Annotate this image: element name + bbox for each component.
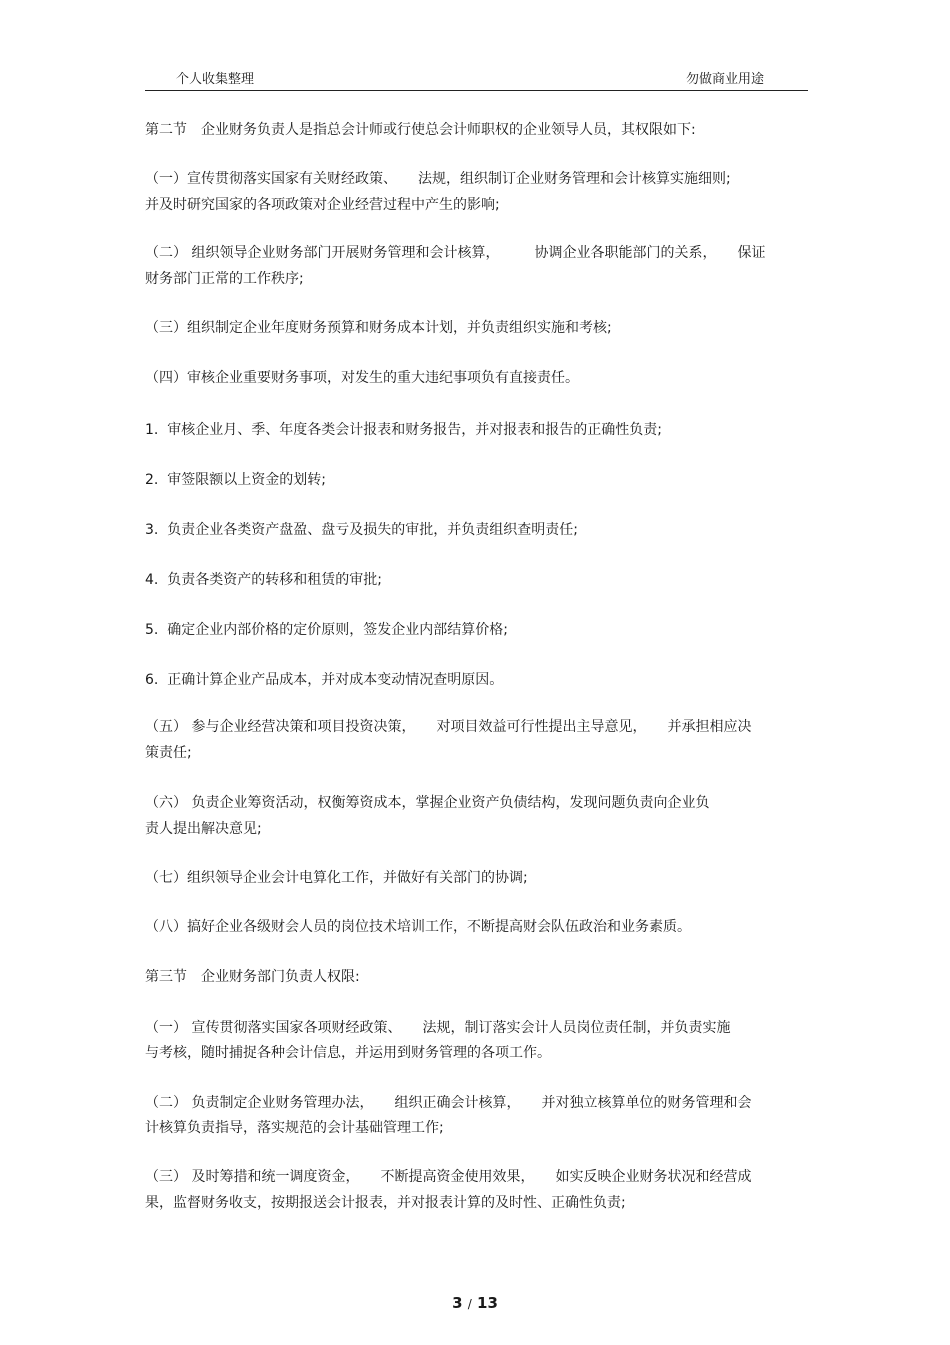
- section-2-title: 第二节 企业财务负责人是指总会计师或行使总会计师职权的企业领导人员，其权限如下:: [145, 122, 696, 138]
- page-separator: /: [467, 1297, 472, 1311]
- paragraph-line: 责人提出解决意见;: [145, 821, 262, 837]
- list-item: 3. 负责企业各类资产盘盈、盘亏及损失的审批，并负责组织查明责任;: [145, 522, 578, 538]
- paragraph-line: 与考核，随时捕捉各种会计信息，并运用到财务管理的各项工作。: [145, 1045, 551, 1061]
- paragraph-line: （三） 及时筹措和统一调度资金， 不断提高资金使用效果， 如实反映企业财务状况和经营成: [145, 1169, 752, 1185]
- page-header: [145, 66, 808, 91]
- paragraph-line: （二） 负责制定企业财务管理办法， 组织正确会计核算， 并对独立核算单位的财务管理和会: [145, 1095, 752, 1111]
- list-item: 5. 确定企业内部价格的定价原则，签发企业内部结算价格;: [145, 622, 508, 638]
- page-total: 13: [477, 1294, 498, 1312]
- paragraph-line: （六） 负责企业筹资活动，权衡筹资成本，掌握企业资产负债结构，发现问题负责向企业负: [145, 795, 710, 811]
- page-number: [0, 1294, 950, 1312]
- paragraph-line: （三）组织制定企业年度财务预算和财务成本计划，并负责组织实施和考核;: [145, 320, 612, 336]
- paragraph-line: （四）审核企业重要财务事项，对发生的重大违纪事项负有直接责任。: [145, 370, 579, 386]
- header-right-text: 勿做商业用途: [685, 72, 764, 87]
- paragraph-line: 策责任;: [145, 745, 192, 761]
- list-item: 6. 正确计算企业产品成本，并对成本变动情况查明原因。: [145, 672, 504, 688]
- page-current: 3: [452, 1294, 463, 1312]
- header-left-text: 个人收集整理: [176, 72, 255, 87]
- paragraph-line: （五） 参与企业经营决策和项目投资决策， 对项目效益可行性提出主导意见， 并承担相应决: [145, 719, 752, 735]
- paragraph-line: （八）搞好企业各级财会人员的岗位技术培训工作，不断提高财会队伍政治和业务素质。: [145, 919, 691, 935]
- section-3-title: 第三节 企业财务部门负责人权限:: [145, 969, 360, 985]
- paragraph-line: （一） 宣传贯彻落实国家各项财经政策、 法规，制订落实会计人员岗位责任制，并负责实施: [145, 1020, 731, 1036]
- paragraph-line: 计核算负责指导，落实规范的会计基础管理工作;: [145, 1120, 444, 1136]
- paragraph-line: 财务部门正常的工作秩序;: [145, 271, 304, 287]
- paragraph-line: （二） 组织领导企业财务部门开展财务管理和会计核算， 协调企业各职能部门的关系， 保证: [145, 245, 766, 261]
- list-item: 1. 审核企业月、季、年度各类会计报表和财务报告，并对报表和报告的正确性负责;: [145, 422, 662, 438]
- paragraph-line: （七）组织领导企业会计电算化工作，并做好有关部门的协调;: [145, 870, 528, 886]
- paragraph-line: 果，监督财务收支，按期报送会计报表，并对报表计算的及时性、正确性负责;: [145, 1195, 626, 1211]
- paragraph-line: 并及时研究国家的各项政策对企业经营过程中产生的影响;: [145, 197, 500, 213]
- list-item: 4. 负责各类资产的转移和租赁的审批;: [145, 572, 382, 588]
- paragraph-line: （一）宣传贯彻落实国家有关财经政策、 法规，组织制订企业财务管理和会计核算实施细则;: [145, 171, 731, 187]
- list-item: 2. 审签限额以上资金的划转;: [145, 472, 326, 488]
